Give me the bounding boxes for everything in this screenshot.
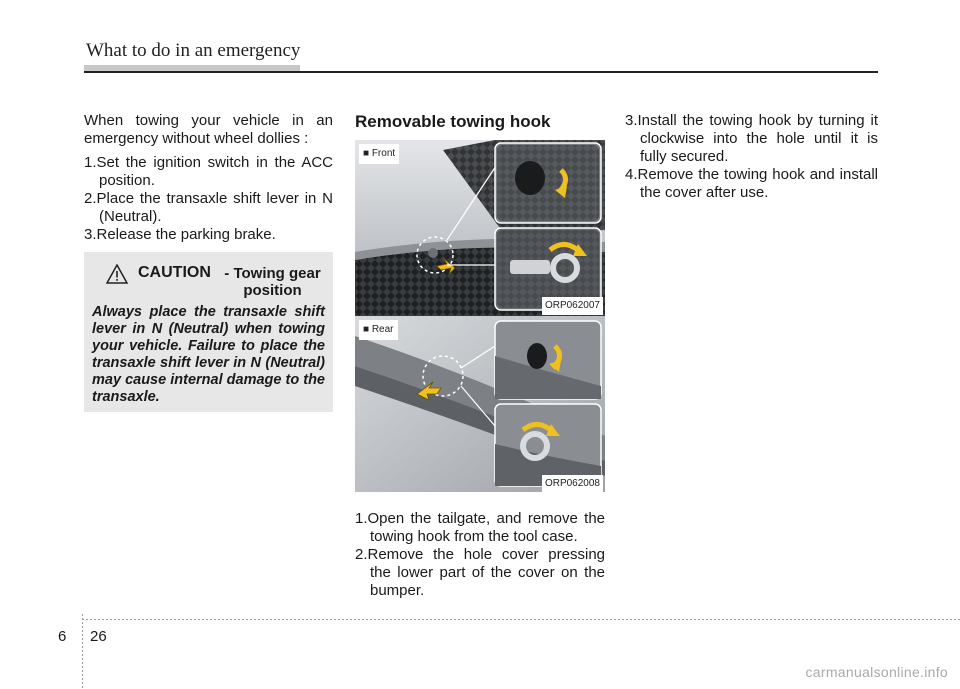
header-rule [84,71,878,73]
page-number: 26 [90,628,107,645]
figure-code-front: ORP062007 [542,297,603,315]
step-1: 1.Set the ignition switch in the ACC position. [84,154,333,189]
watermark: carmanualsonline.info [805,664,948,680]
footer-horizontal-rule [82,619,960,620]
caution-word: CAUTION [138,264,211,281]
column-right [625,112,878,202]
figure-label-front: ■ Front [359,144,399,164]
page-header-title: What to do in an emergency [86,40,301,61]
figure-front-towing-hook [355,140,605,316]
warning-triangle-icon [106,264,128,284]
rear-bumper-illustration [355,316,605,492]
figure-code-rear: ORP062008 [542,475,603,492]
column-middle [355,112,605,600]
caution-body: Always place the transaxle shift lever in N (Neutral) when towing your vehicle. Failure to place the transaxle shift lever in N (Neutral) may cause internal damage to the transaxle. [92,304,325,405]
intro-paragraph: When towing your vehicle in an emergency without wheel dollies : [84,112,333,147]
chapter-number: 6 [58,628,67,645]
step-removable-1: 1.Open the tailgate, and remove the towing hook from the tool case. [355,510,605,545]
footer-vertical-rule [82,614,83,689]
step-3: 3.Release the parking brake. [84,226,276,243]
figure-label-rear: ■ Rear [359,320,398,340]
step-2: 2.Place the transaxle shift lever in N (Neutral). [84,190,333,225]
figure-rear-towing-hook [355,316,605,492]
caution-subtitle: - Towing gear position [224,265,321,299]
step-removable-2: 2.Remove the hole cover pressing the lower part of the cover on the bumper. [355,546,605,599]
column-left [84,112,333,244]
section-title: Removable towing hook [355,112,551,131]
caution-box [84,252,333,412]
caution-header [92,262,325,302]
step-removable-3: 3.Install the towing hook by turning it clockwise into the hole until it is fully secured. [625,112,878,165]
step-removable-4: 4.Remove the towing hook and install the cover after use. [625,166,878,201]
front-bumper-illustration [355,140,605,316]
